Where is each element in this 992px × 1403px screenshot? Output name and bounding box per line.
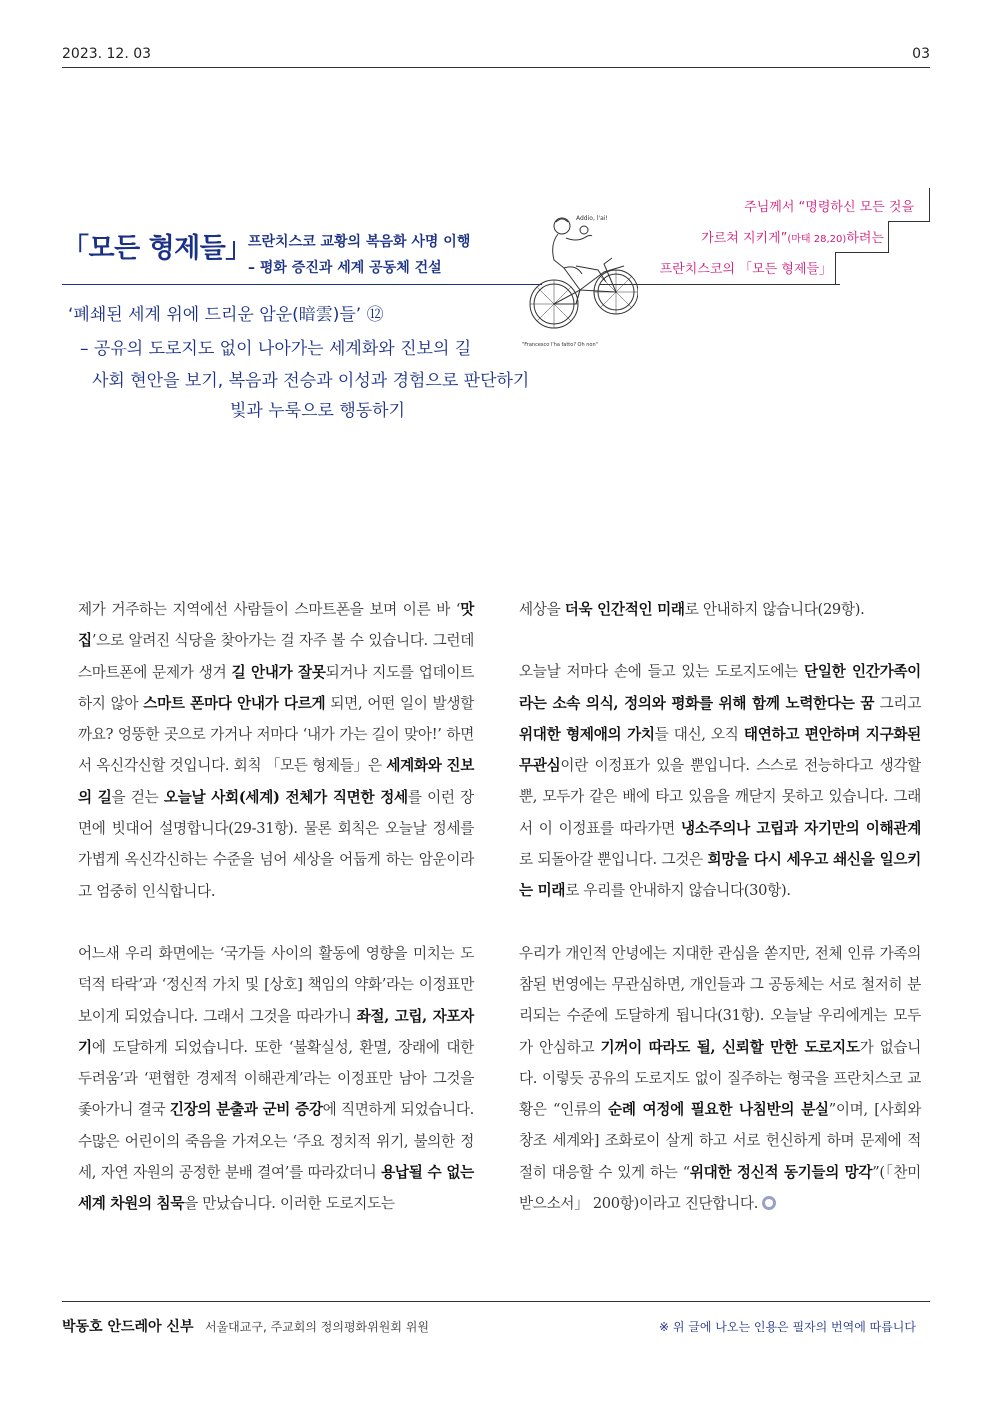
- body-column-left: [78, 594, 474, 1251]
- emphasis-text: 희망을 다시 세우고 쇄신을 일으키는 미래: [519, 851, 921, 900]
- emphasis-text: 더욱 인간적인 미래: [564, 601, 685, 618]
- emphasis-text: 세계화와 진보의 길: [78, 757, 474, 806]
- body-text: 제가 거주하는 지역에선 사람들이 스마트폰을 보며 이른 바 ‘: [78, 601, 461, 618]
- emphasis-text: 긴장의 분출과 군비 증강: [169, 1101, 323, 1119]
- emphasis-text: 용납될 수 없는 세계 차원의 침묵: [78, 1164, 474, 1213]
- illustration-caption: "Francesco l'ha fatto? Oh non": [522, 342, 598, 348]
- stair-line: [835, 252, 889, 253]
- body-text: 가 없습니다. 이렇듯 공유의 도로지도 없이 질주하는 형국을 프란치스코 교황은 “인류의: [519, 1038, 922, 1119]
- body-text: 되거나 지도를 업데이트하지 않아: [78, 663, 474, 712]
- scripture-quote-line-3: 프란치스코의 「모든 형제들」: [659, 262, 832, 277]
- cyclist-illustration: [520, 208, 638, 356]
- body-text: 어느새 우리 화면에는 ‘국가들 사이의 활동에 영향을 미치는 도덕적 타락’과 ‘정신적 가치 및 [상호] 책임의 약화’라는 이정표만 보이게 되었습니다. 그래서 그것을 따라가니: [78, 944, 474, 1025]
- body-text: ”(「찬미받으소서」 200항)이라고 진단합니다.: [519, 1163, 921, 1213]
- emphasis-text: 태연하고 편안하며 지구화된 무관심: [519, 725, 921, 775]
- body-text: 이란 이정표가 있을 뿐입니다. 스스로 전능하다고 생각할 뿐, 모두가 같은 배에 타고 있음을 깨닫지 못하고 있습니다. 그래서 이 이정표를 따라가면: [519, 757, 921, 837]
- body-paragraph: [519, 938, 921, 1220]
- scripture-reference: (마태 28,20): [787, 234, 847, 245]
- body-text: ’으로 알려진 식당을 찾아가는 걸 자주 볼 수 있습니다. 그런데 스마트폰에 문제가 생겨: [78, 632, 474, 681]
- body-column-right: [519, 594, 921, 1250]
- emphasis-text: 길 안내가 잘못: [231, 663, 326, 681]
- issue-date: 2023. 12. 03: [62, 46, 152, 62]
- stair-line: [888, 221, 930, 222]
- body-text: 를 이런 장면에 빗대어 설명합니다(29-31항). 물론 회칙은 오늘날 정세를 가볍게 옥신각신하는 수준을 넘어 세상을 어둡게 하는 암운이라고 엄중히 인식합니다.: [78, 788, 474, 900]
- body-text: 로 우리를 안내하지 않습니다(30항).: [565, 882, 791, 900]
- body-text: 들 대신, 오직: [654, 725, 744, 743]
- title-underline: [62, 284, 542, 285]
- body-text: 세상을: [519, 601, 565, 618]
- page-number: 03: [912, 46, 930, 62]
- series-title: 「모든 형제들」: [62, 233, 252, 264]
- stair-line: [929, 188, 930, 222]
- body-text: 우리가 개인적 안녕에는 지대한 관심을 쏟지만, 전체 인류 가족의 참된 번영에는 무관심하면, 개인들과 그 공동체는 서로 철저히 분리되는 수준에 도달하게 됩니다(31항). 오늘날 우리에게는 모두가 안심하고: [519, 944, 921, 1056]
- quote-text-a: 가르쳐 지키게”: [701, 231, 788, 246]
- body-text: 을 걷는: [111, 788, 164, 806]
- footer-divider: [62, 1301, 930, 1302]
- emphasis-text: 위대한 정신적 동기들의 망각: [689, 1163, 873, 1181]
- article-end-icon: [762, 1196, 776, 1210]
- author-name: 박동호 안드레아 신부: [62, 1319, 194, 1335]
- body-paragraph: [519, 656, 921, 906]
- emphasis-text: 오늘날 사회(세계) 전체가 직면한 정세: [163, 788, 408, 806]
- stair-line: [835, 252, 836, 285]
- header-divider: [62, 67, 930, 68]
- body-text: 에 도달하게 되었습니다. 또한 ‘불확실성, 환멸, 장래에 대한 두려움’과 ‘편협한 경제적 이해관계’라는 이정표만 남아 그것을 좇아가니 결국: [78, 1038, 474, 1119]
- scripture-quote-line-2: [701, 227, 884, 246]
- body-paragraph: [78, 594, 474, 907]
- episode-subtitle: – 공유의 도로지도 없이 나아가는 세계화와 진보의 길: [80, 339, 472, 359]
- author-affiliation: 서울대교구, 주교회의 정의평화위원회 위원: [205, 1320, 429, 1334]
- illustration-speech: Addio, l'ai!: [576, 215, 608, 222]
- body-text: 그리고: [874, 694, 921, 712]
- body-paragraph: [519, 594, 921, 625]
- body-paragraph: [78, 938, 474, 1220]
- emphasis-text: 단일한 인간가족이라는 소속 의식, 정의와 평화를 위해 함께 노력한다는 꿈: [519, 663, 921, 712]
- body-text: 을 만났습니다. 이러한 도로지도는: [184, 1195, 395, 1213]
- emphasis-text: 순례 여정에 필요한 나침반의 분실: [608, 1101, 829, 1119]
- emphasis-text: 스마트 폰마다 안내가 다르게: [143, 694, 326, 712]
- body-text: 오늘날 저마다 손에 들고 있는 도로지도에는: [519, 663, 805, 681]
- emphasis-text: 좌절, 고립, 자포자기: [78, 1007, 474, 1056]
- scripture-quote-line-1: 주님께서 “명령하신 모든 것을: [744, 200, 914, 215]
- emphasis-text: 맛집: [78, 601, 474, 650]
- episode-title: ‘폐쇄된 세계 위에 드리운 암운(暗雲)들’ ⑫: [68, 305, 384, 325]
- episode-method-2: 빛과 누룩으로 행동하기: [230, 401, 406, 421]
- quote-text-b: 하려는: [846, 231, 884, 246]
- body-text: 로 안내하지 않습니다(29항).: [684, 601, 865, 618]
- stair-line: [888, 221, 889, 253]
- body-text: 되면, 어떤 일이 발생할까요? 엉뚱한 곳으로 가거나 저마다 ‘내가 가는 길이 맞아!’ 하면서 옥신각신할 것입니다. 회칙 「모든 형제들」은: [78, 694, 474, 775]
- series-subtitle-2: – 평화 증진과 세계 공동체 건설: [248, 260, 442, 276]
- emphasis-text: 기꺼이 따라도 될, 신뢰할 만한 도로지도: [600, 1038, 860, 1056]
- emphasis-text: 위대한 형제애의 가치: [519, 725, 655, 743]
- body-text: ”이며, [사회와 창조 세계와] 조화로이 살게 하고 서로 헌신하게 하며 문제에 적절히 대응할 수 있게 하는 “: [519, 1101, 921, 1181]
- translation-note: ※ 위 글에 나오는 인용은 필자의 번역에 따릅니다: [658, 1320, 916, 1334]
- body-text: 에 직면하게 되었습니다. 수많은 어린이의 죽음을 가져오는 ‘주요 정치적 위기, 불의한 정세, 자연 자원의 공정한 분배 결여’를 따라갔더니: [78, 1101, 474, 1182]
- emphasis-text: 냉소주의나 고립과 자기만의 이해관계: [680, 819, 921, 837]
- body-text: 로 되돌아갈 뿐입니다. 그것은: [519, 851, 708, 869]
- episode-method-1: 사회 현안을 보기, 복음과 전승과 이성과 경험으로 판단하기: [92, 371, 530, 391]
- series-subtitle-1: 프란치스코 교황의 복음화 사명 이행: [248, 234, 471, 250]
